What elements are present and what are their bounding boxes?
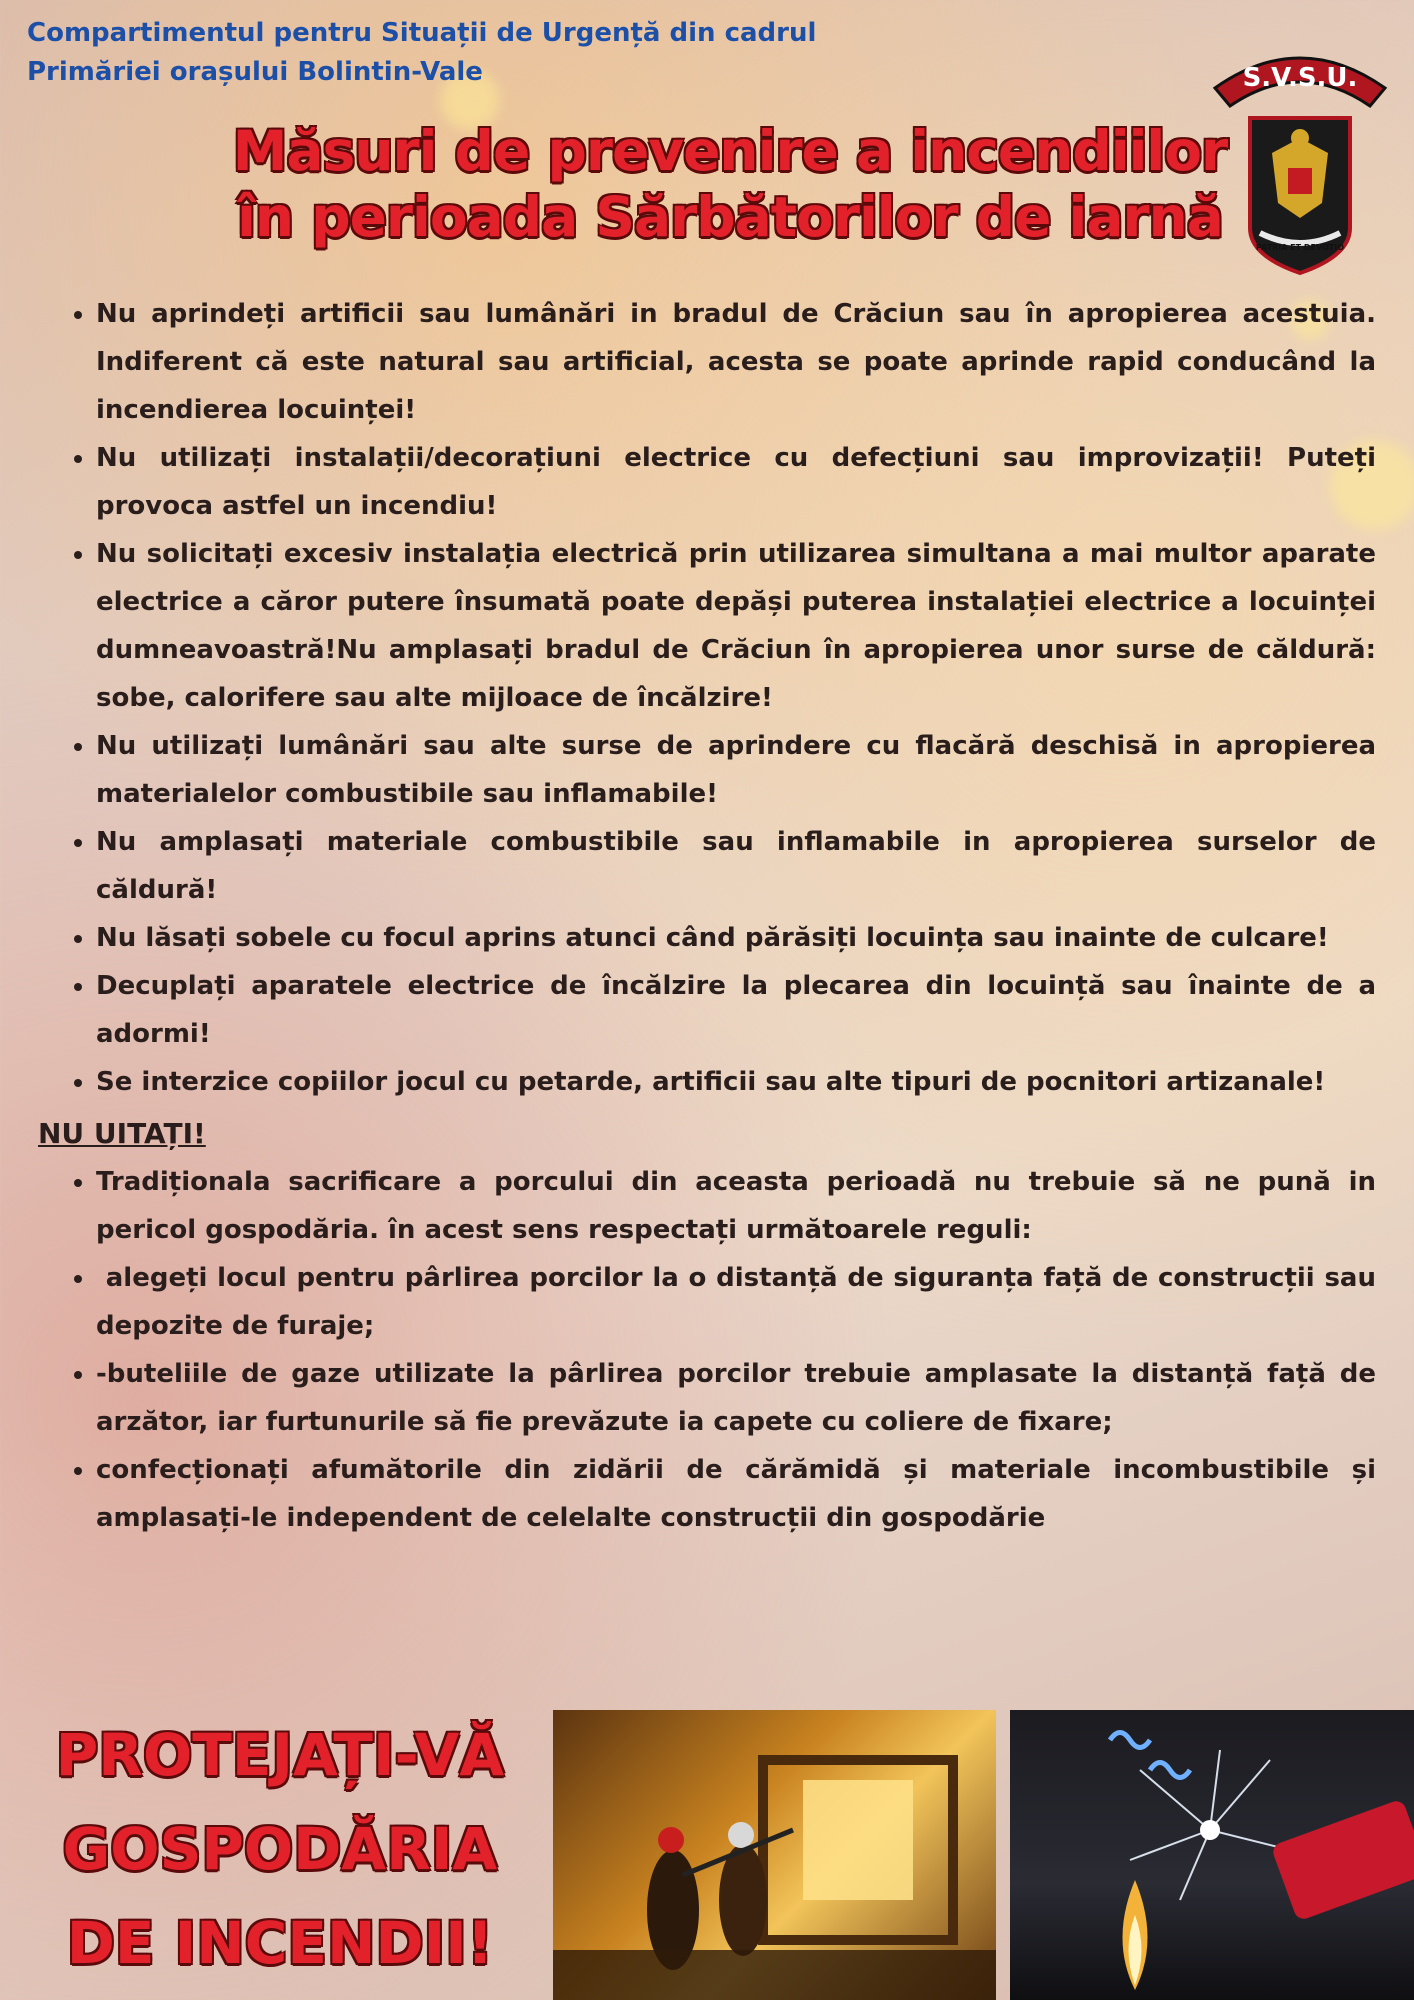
list-item: • confecționați afumătorile din zidării de cărămidă și materiale incombustibile și amplasați-le independent de celelalte construcții din gospodărie [96,1446,1376,1542]
organization-line-1: Compartimentul pentru Situații de Urgență din cadrul [27,18,817,48]
list-item: • Tradiționala sacrificare a porcului din aceasta perioadă nu trebuie să ne pună in pericol gospodăria. în acest sens respectați următoarele reguli: [96,1158,1376,1254]
list-item: • Nu aprindeți artificii sau lumânări in bradul de Crăciun sau în apropierea acestuia. Indiferent că este natural sau artificial, acesta se poate aprinde rapid conducând la incendierea locuinței! [96,290,1376,434]
rules-list [38,290,1376,1106]
list-item: • Nu lăsați sobele cu focul aprins atunci când părăsiți locuința sau inainte de culcare! [96,914,1376,962]
list-item: • alegeți locul pentru pârlirea porcilor la o distanță de siguranța față de construcții sau depozite de furaje; [96,1254,1376,1350]
content-body [38,290,1386,1542]
title-line-2: în perioada Sărbătorilor de iarnă [237,185,1223,249]
reminder-heading: NU UITAȚI! [38,1117,206,1150]
motto-text: PATRIA ET DEVOTIO [1255,243,1345,252]
list-item: • Nu solicitați excesiv instalația electrică prin utilizarea simultana a mai multor aparate electrice a căror putere însumată poate depăși puterea instalației electrice a locuinței dumneavoastră!Nu amplasați bradul de Crăciun în apropierea unor surse de căldură: sobe, calorifere sau alte mijloace de încălzire! [96,530,1376,722]
list-item: • Decuplați aparatele electrice de încălzire la plecarea din locuință sau înainte de a adormi! [96,962,1376,1058]
list-item: • -buteliile de gaze utilizate la pârlirea porcilor trebuie amplasate la distanță față de arzător, iar furtunurile să fie prevăzute ia capete cu coliere de fixare; [96,1350,1376,1446]
organization-line-2: Primăriei orașului Bolintin-Vale [27,57,483,87]
firefighters-photo [553,1710,996,2000]
reminder-list [38,1158,1386,1542]
sparkler-image-icon [1010,1710,1414,2000]
firefighters-image-icon [553,1710,996,2000]
title-line-1: Măsuri de prevenire a incendiilor [232,119,1228,183]
slogan [30,1708,530,1990]
slogan-line-1: PROTEJAȚI-VĂ [55,1721,505,1789]
page-title [130,118,1330,250]
list-item: • Se interzice copiilor jocul cu petarde, artificii sau alte tipuri de pocnitori artizanale! [96,1058,1376,1106]
sparkler-photo [1010,1710,1414,2000]
slogan-line-2: GOSPODĂRIA [62,1815,498,1883]
list-item: • Nu utilizați instalații/decorațiuni electrice cu defecțiuni sau improvizații! Puteți provoca astfel un incendiu! [96,434,1376,530]
list-item: • Nu utilizați lumânări sau alte surse de aprindere cu flacără deschisă in apropierea materialelor combustibile sau inflamabile! [96,722,1376,818]
list-item: • Nu amplasați materiale combustibile sau inflamabile in apropierea surselor de căldură! [96,818,1376,914]
badge-text: S.V.S.U. [1242,63,1358,93]
organization-header [27,14,1027,92]
slogan-line-3: DE INCENDII! [66,1909,494,1977]
